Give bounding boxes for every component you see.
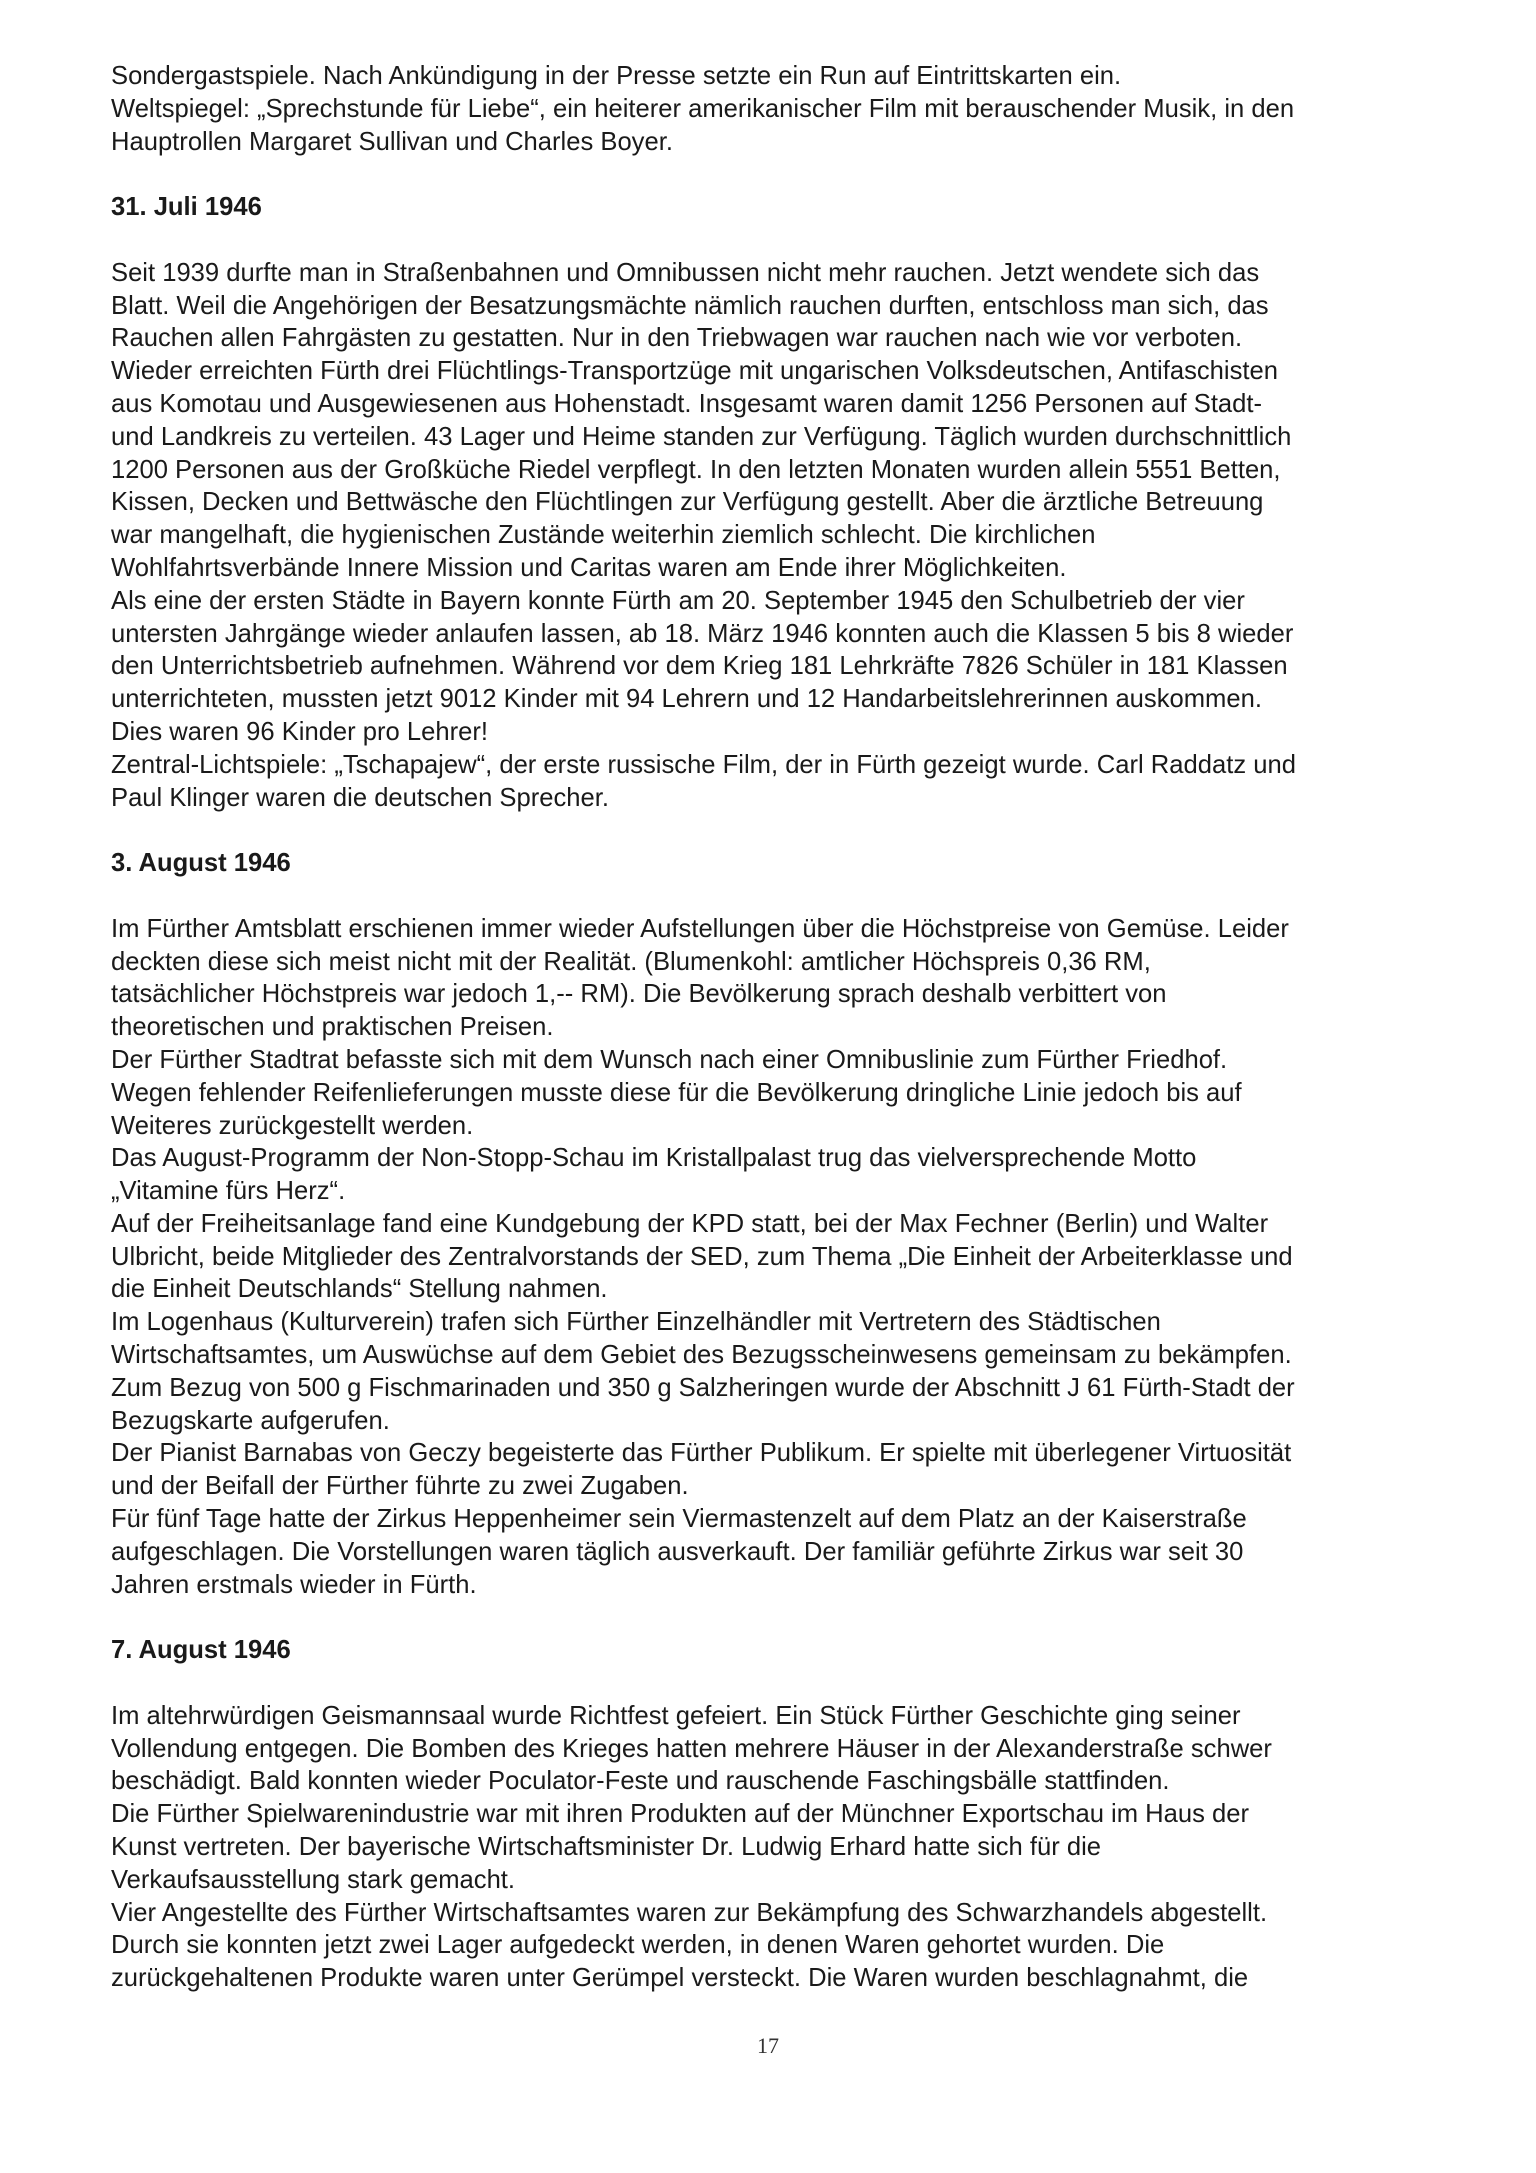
text-line: Der Fürther Stadtrat befasste sich mit dem Wunsch nach einer Omnibuslinie zum Fürther Friedhof. <box>111 1045 1228 1074</box>
heading-spacer <box>111 224 1436 257</box>
section <box>111 814 1436 1601</box>
text-line: 1200 Personen aus der Großküche Riedel verpflegt. In den letzten Monaten wurden allein 5551 Betten, <box>111 455 1281 484</box>
text-line: unterrichteten, mussten jetzt 9012 Kinder mit 94 Lehrern und 12 Handarbeitslehrerinnen auskommen. <box>111 685 1262 714</box>
text-line: Im altehrwürdigen Geismannsaal wurde Richtfest gefeiert. Ein Stück Fürther Geschichte ging seiner <box>111 1701 1241 1730</box>
date-heading: 3. August 1946 <box>111 849 291 878</box>
heading-spacer <box>111 880 1436 913</box>
text-line: untersten Jahrgänge wieder anlaufen lassen, ab 18. März 1946 konnten auch die Klassen 5 bis 8 wieder <box>111 619 1294 648</box>
text-line: Wieder erreichten Fürth drei Flüchtlings-Transportzüge mit ungarischen Volksdeutschen, Antifaschisten <box>111 357 1278 386</box>
text-line: und der Beifall der Fürther führte zu zwei Zugaben. <box>111 1472 689 1501</box>
text-line: den Unterrichtsbetrieb aufnehmen. Während vor dem Krieg 181 Lehrkräfte 7826 Schüler in 181 Klassen <box>111 652 1288 681</box>
text-line: Sondergastspiele. Nach Ankündigung in der Presse setzte ein Run auf Eintrittskarten ein. <box>111 62 1122 90</box>
text-line: Im Logenhaus (Kulturverein) trafen sich Fürther Einzelhändler mit Vertretern des Städtischen <box>111 1308 1161 1337</box>
text-line: Seit 1939 durfte man in Straßenbahnen und Omnibussen nicht mehr rauchen. Jetzt wendete sich das <box>111 258 1260 287</box>
paragraph <box>111 93 1436 159</box>
text-line: Paul Klinger waren die deutschen Sprecher. <box>111 783 609 812</box>
paragraph <box>111 1503 1436 1601</box>
text-line: Dies waren 96 Kinder pro Lehrer! <box>111 717 488 746</box>
text-line: Kissen, Decken und Bettwäsche den Flüchtlingen zur Verfügung gestellt. Aber die ärztliche Betreuung <box>111 488 1264 517</box>
text-line: Wohlfahrtsverbände Innere Mission und Caritas waren am Ende ihrer Möglichkeiten. <box>111 553 1067 582</box>
section-spacer <box>111 1601 1436 1634</box>
section <box>111 60 1436 158</box>
text-line: Wirtschaftsamtes, um Auswüchse auf dem Gebiet des Bezugsscheinwesens gemeinsam zu bekämpfen. <box>111 1341 1292 1370</box>
text-line: war mangelhaft, die hygienischen Zustände weiterhin ziemlich schlecht. Die kirchlichen <box>111 521 1096 550</box>
text-line: Weiteres zurückgestellt werden. <box>111 1111 474 1140</box>
text-line: Die Fürther Spielwarenindustrie war mit ihren Produkten auf der Münchner Exportschau im Haus der <box>111 1800 1250 1829</box>
text-line: Vier Angestellte des Fürther Wirtschaftsamtes waren zur Bekämpfung des Schwarzhandels abgestellt. <box>111 1898 1268 1927</box>
text-line: Als eine der ersten Städte in Bayern konnte Fürth am 20. September 1945 den Schulbetrieb der vier <box>111 586 1245 615</box>
text-line: Durch sie konnten jetzt zwei Lager aufgedeckt werden, in denen Waren gehortet wurden. Die <box>111 1931 1165 1960</box>
text-line: Für fünf Tage hatte der Zirkus Heppenheimer sein Viermastenzelt auf dem Platz an der Kaiserstraße <box>111 1505 1247 1534</box>
text-line: Im Fürther Amtsblatt erschienen immer wieder Aufstellungen über die Höchstpreise von Gemüse. Leider <box>111 914 1289 943</box>
paragraph <box>111 1208 1436 1306</box>
paragraph <box>111 1142 1436 1208</box>
text-line: Blatt. Weil die Angehörigen der Besatzungsmächte nämlich rauchen durften, entschloss man sich, das <box>111 291 1269 320</box>
text-line: Kunst vertreten. Der bayerische Wirtschaftsminister Dr. Ludwig Erhard hatte sich für die <box>111 1833 1102 1862</box>
section <box>111 158 1436 814</box>
text-line: Das August-Programm der Non-Stopp-Schau im Kristallpalast trug das vielversprechende Motto <box>111 1144 1197 1173</box>
text-line: Zum Bezug von 500 g Fischmarinaden und 350 g Salzheringen wurde der Abschnitt J 61 Fürth-Stadt der <box>111 1373 1295 1402</box>
text-line: theoretischen und praktischen Preisen. <box>111 1013 554 1042</box>
paragraph <box>111 1044 1436 1142</box>
paragraph <box>111 257 1436 355</box>
document-body <box>111 60 1436 1995</box>
text-line: und Landkreis zu verteilen. 43 Lager und Heime standen zur Verfügung. Täglich wurden durchschnittlich <box>111 422 1292 451</box>
text-line: Weltspiegel: „Sprechstunde für Liebe“, ein heiterer amerikanischer Film mit berauschender Musik, in den <box>111 94 1295 123</box>
paragraph <box>111 585 1436 749</box>
text-line: Wegen fehlender Reifenlieferungen musste diese für die Bevölkerung dringliche Linie jedoch bis auf <box>111 1078 1242 1107</box>
text-line: Jahren erstmals wieder in Fürth. <box>111 1570 477 1599</box>
text-line: Zentral-Lichtspiele: „Tschapajew“, der erste russische Film, der in Fürth gezeigt wurde. Carl Raddatz und <box>111 750 1296 779</box>
section-spacer <box>111 814 1436 847</box>
heading-spacer <box>111 1667 1436 1700</box>
date-heading: 7. August 1946 <box>111 1636 291 1665</box>
text-line: aus Komotau und Ausgewiesenen aus Hohenstadt. Insgesamt waren damit 1256 Personen auf Stadt- <box>111 389 1263 418</box>
text-line: Der Pianist Barnabas von Geczy begeisterte das Fürther Publikum. Er spielte mit überlegener Virtuosität <box>111 1439 1292 1468</box>
text-line: Hauptrollen Margaret Sullivan und Charles Boyer. <box>111 127 673 156</box>
text-line: deckten diese sich meist nicht mit der Realität. (Blumenkohl: amtlicher Höchspreis 0,36 RM, <box>111 947 1151 976</box>
paragraph <box>111 1798 1436 1896</box>
page-number: 17 <box>757 2033 779 2058</box>
paragraph <box>111 1897 1436 1995</box>
text-line: Ulbricht, beide Mitglieder des Zentralvorstands der SED, zum Thema „Die Einheit der Arbeiterklasse und <box>111 1242 1293 1271</box>
text-line: Bezugskarte aufgerufen. <box>111 1406 390 1435</box>
text-line: Vollendung entgegen. Die Bomben des Krieges hatten mehrere Häuser in der Alexanderstraße schwer <box>111 1734 1272 1763</box>
paragraph <box>111 1700 1436 1798</box>
section <box>111 1601 1436 1995</box>
text-line: Rauchen allen Fahrgästen zu gestatten. Nur in den Triebwagen war rauchen nach wie vor verboten. <box>111 324 1243 353</box>
date-heading: 31. Juli 1946 <box>111 193 262 222</box>
section-spacer <box>111 158 1436 191</box>
text-line: Verkaufsausstellung stark gemacht. <box>111 1865 516 1894</box>
text-line: die Einheit Deutschlands“ Stellung nahmen. <box>111 1275 608 1304</box>
text-line: aufgeschlagen. Die Vorstellungen waren täglich ausverkauft. Der familiär geführte Zirkus war seit 30 <box>111 1537 1244 1566</box>
paragraph <box>111 60 1436 93</box>
text-line: zurückgehaltenen Produkte waren unter Gerümpel versteckt. Die Waren wurden beschlagnahmt, die <box>111 1964 1249 1993</box>
text-line: Auf der Freiheitsanlage fand eine Kundgebung der KPD statt, bei der Max Fechner (Berlin) und Walter <box>111 1209 1269 1238</box>
paragraph <box>111 1306 1436 1372</box>
paragraph <box>111 1372 1436 1438</box>
paragraph <box>111 749 1436 815</box>
paragraph <box>111 1437 1436 1503</box>
paragraph <box>111 913 1436 1044</box>
text-line: tatsächlicher Höchstpreis war jedoch 1,-- RM). Die Bevölkerung sprach deshalb verbittert von <box>111 980 1167 1009</box>
text-line: „Vitamine fürs Herz“. <box>111 1177 346 1206</box>
paragraph <box>111 355 1436 585</box>
text-line: beschädigt. Bald konnten wieder Poculator-Feste und rauschende Faschingsbälle stattfinden. <box>111 1767 1170 1796</box>
